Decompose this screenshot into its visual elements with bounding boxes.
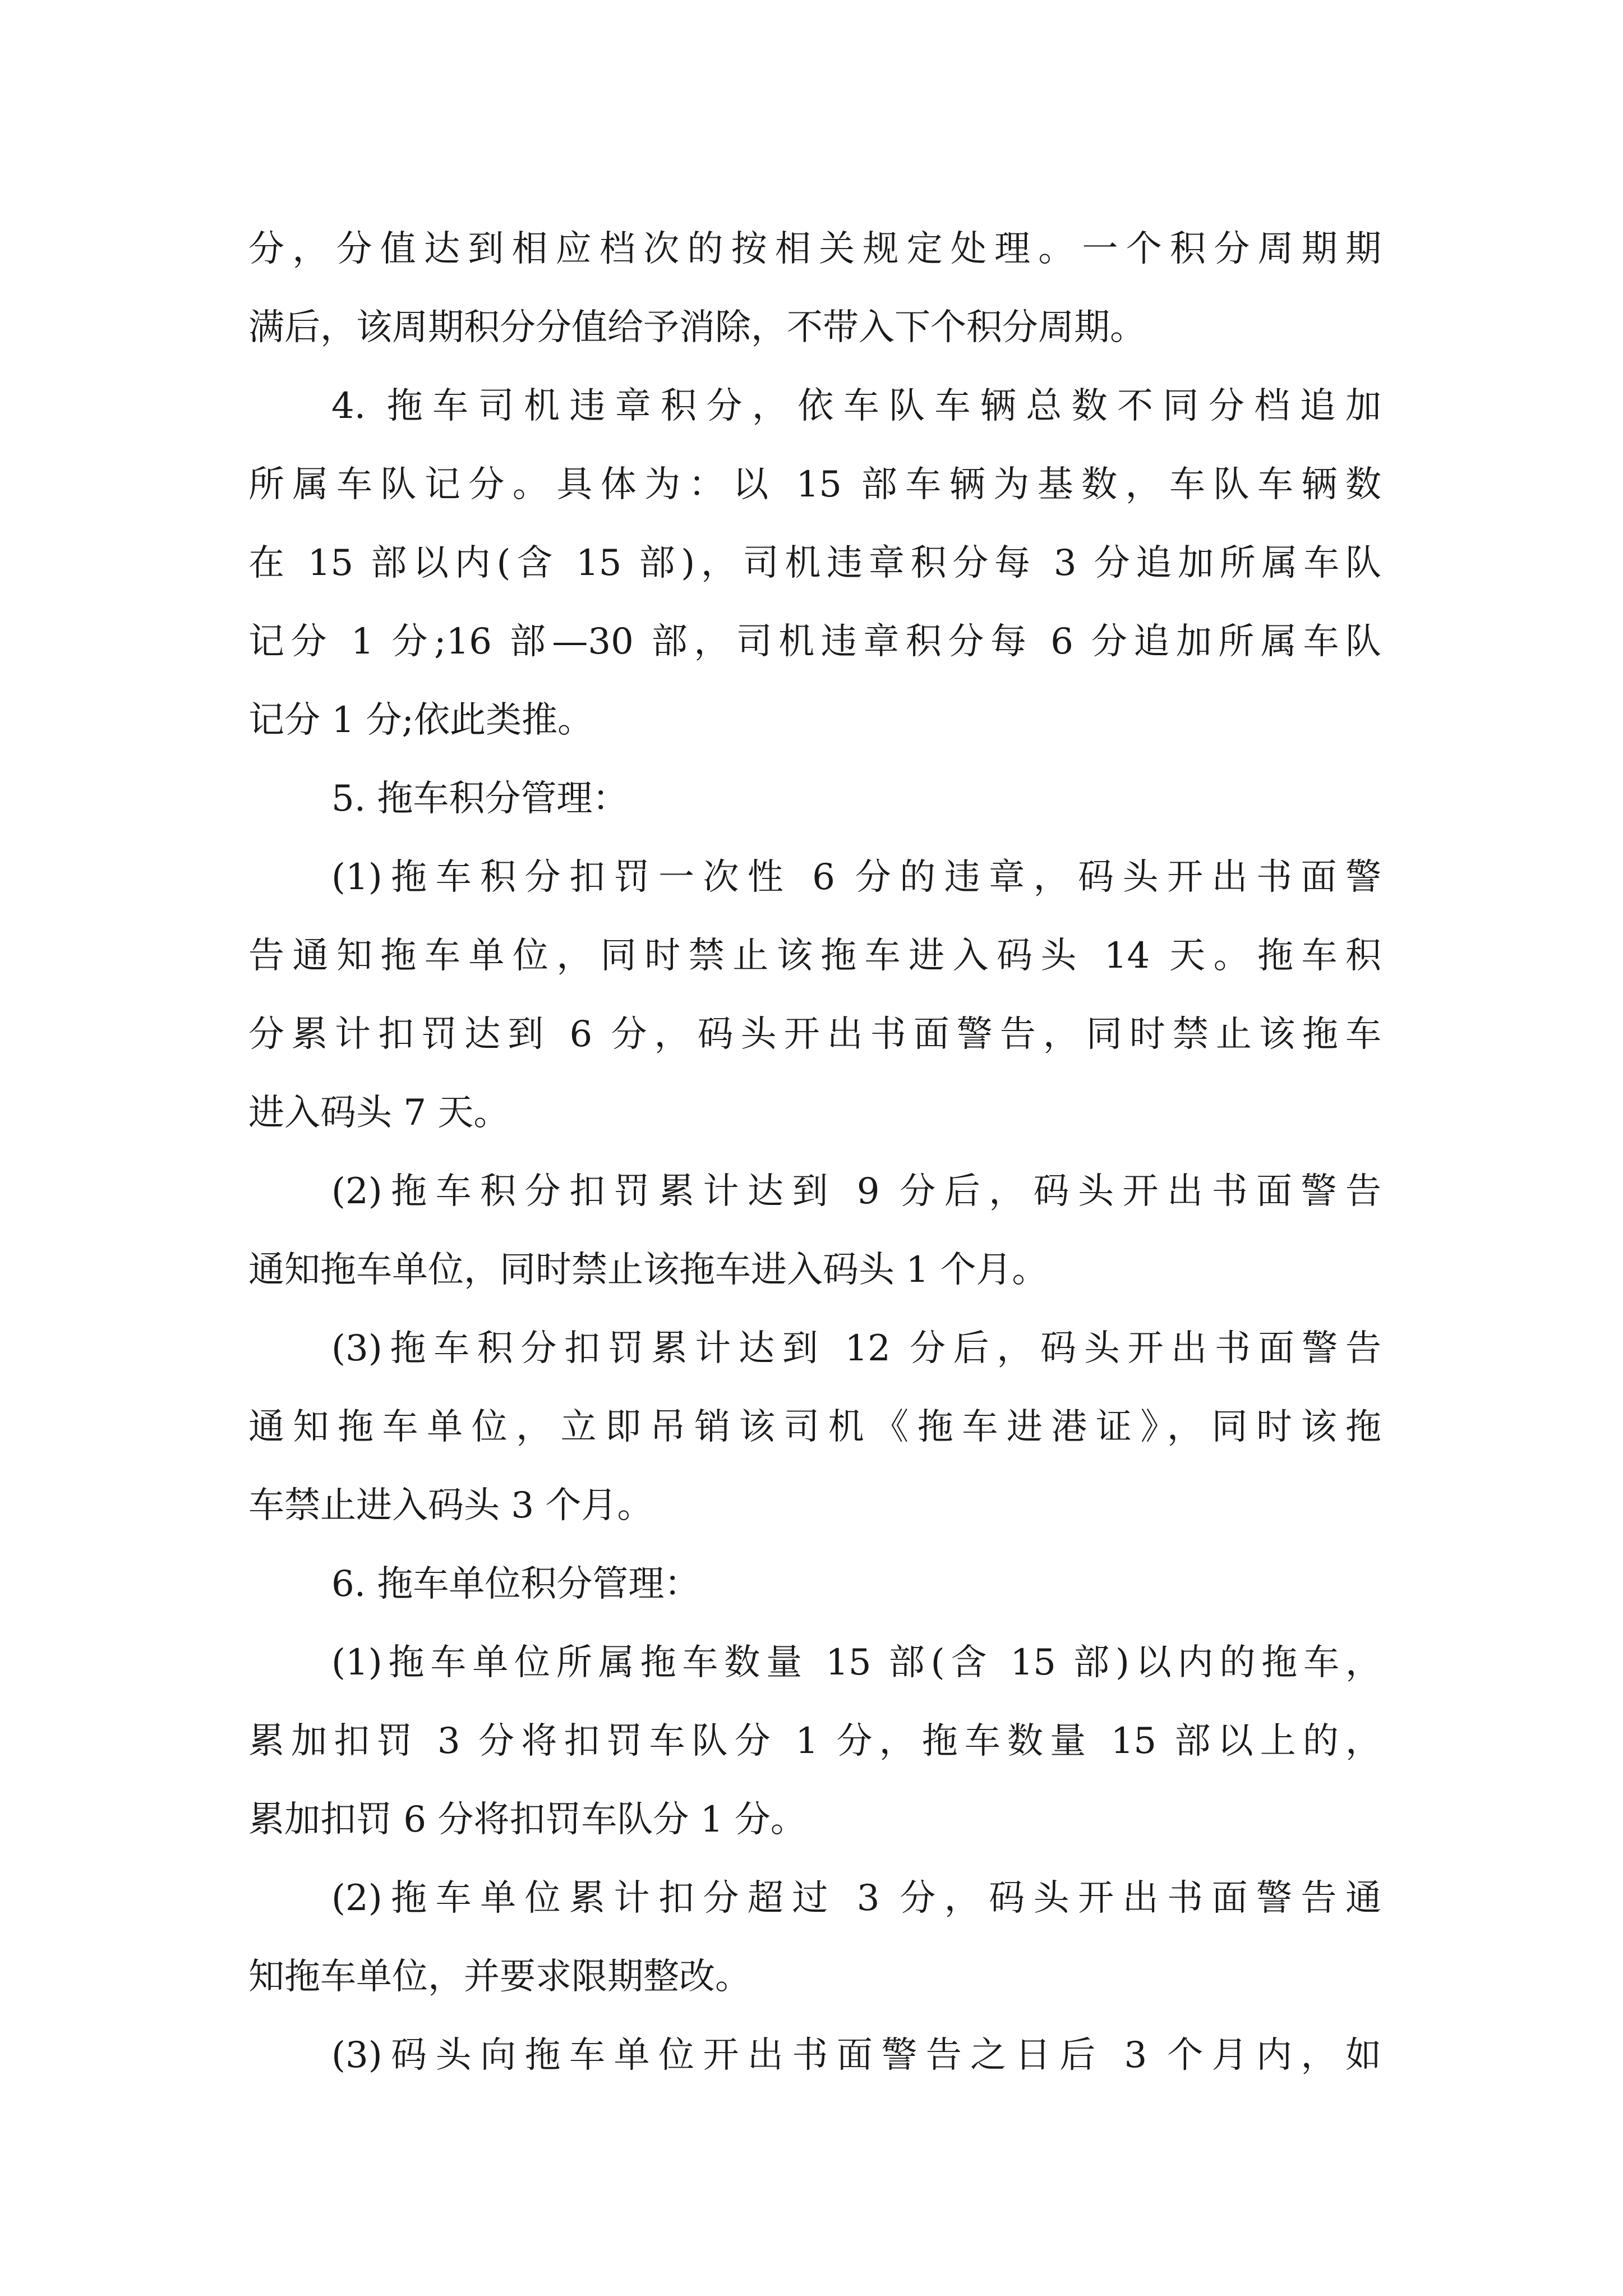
text-line: (3)码头向拖车单位开出书面警告之日后 3 个月内，如 — [331, 2035, 1381, 2076]
text-line: 分累计扣罚达到 6 分，码头开出书面警告，同时禁止该拖车 — [248, 1014, 1381, 1055]
text-line: (1)拖车单位所属拖车数量 15 部(含 15 部)以内的拖车， — [331, 1642, 1381, 1683]
text-line: 6. 拖车单位积分管理： — [331, 1563, 700, 1605]
text-line: 车禁止进入码头 3 个月。 — [248, 1485, 653, 1526]
text-line: 累加扣罚 3 分将扣罚车队分 1 分，拖车数量 15 部以上的， — [248, 1720, 1381, 1762]
text-line: (2)拖车单位累计扣分超过 3 分，码头开出书面警告通 — [331, 1878, 1381, 1919]
text-line: 通知拖车单位，立即吊销该司机《拖车进港证》，同时该拖 — [248, 1406, 1381, 1448]
text-line: (2)拖车积分扣罚累计达到 9 分后，码头开出书面警告 — [331, 1171, 1381, 1212]
text-line: 记分 1 分;16 部—30 部，司机违章积分每 6 分追加所属车队 — [248, 621, 1381, 662]
text-line: 累加扣罚 6 分将扣罚车队分 1 分。 — [248, 1799, 806, 1841]
text-line: 知拖车单位，并要求限期整改。 — [248, 1956, 751, 1998]
text-line: 记分 1 分;依此类推。 — [248, 700, 593, 741]
text-line: 4. 拖车司机违章积分，依车队车辆总数不同分档追加 — [331, 385, 1381, 427]
text-line: 满后，该周期积分分值给予消除，不带入下个积分周期。 — [248, 307, 1146, 348]
text-line: 进入码头 7 天。 — [248, 1092, 510, 1134]
body-text — [248, 210, 1381, 2095]
text-line: 分，分值达到相应档次的按相关规定处理。一个积分周期期 — [248, 228, 1381, 270]
text-line: (3)拖车积分扣罚累计达到 12 分后，码头开出书面警告 — [331, 1328, 1381, 1369]
text-line: 所属车队记分。具体为：以 15 部车辆为基数，车队车辆数 — [248, 464, 1381, 505]
text-line: 在 15 部以内(含 15 部)，司机违章积分每 3 分追加所属车队 — [248, 542, 1381, 584]
text-line: 5. 拖车积分管理： — [331, 778, 629, 820]
text-line: 告通知拖车单位，同时禁止该拖车进入码头 14 天。拖车积 — [248, 935, 1381, 977]
text-line: 通知拖车单位，同时禁止该拖车进入码头 1 个月。 — [248, 1249, 1048, 1291]
text-line: (1)拖车积分扣罚一次性 6 分的违章，码头开出书面警 — [331, 857, 1381, 898]
